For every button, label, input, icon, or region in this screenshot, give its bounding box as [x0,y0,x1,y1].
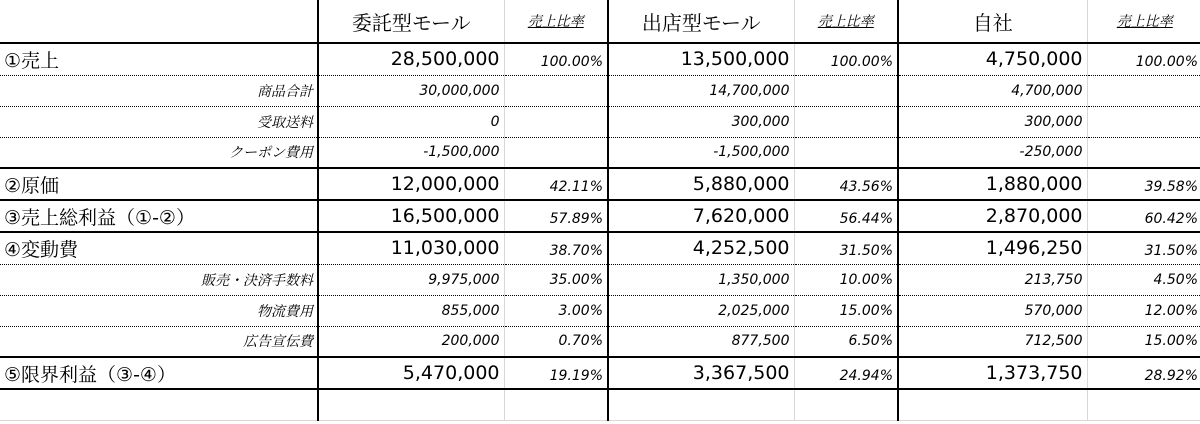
table-row-advertising-cost [0,326,1200,357]
ratio-cell[interactable]: 0.70% [504,326,608,357]
table-row-coupon-cost [0,137,1200,168]
ratio-cell[interactable]: 38.70% [504,232,608,264]
value-cell[interactable]: 213,750 [898,264,1087,295]
empty-cell[interactable] [898,389,1087,420]
row-label[interactable]: 商品合計 [0,75,318,106]
value-cell[interactable]: 4,252,500 [608,232,794,264]
table-row-logistics-cost [0,295,1200,326]
value-cell[interactable]: 5,880,000 [608,168,794,200]
table-row-empty [0,389,1200,420]
ratio-cell[interactable]: 6.50% [794,326,898,357]
empty-cell[interactable] [794,389,898,420]
ratio-cell[interactable]: 31.50% [794,232,898,264]
row-label[interactable]: ③売上総利益（①-②） [0,200,318,232]
ratio-cell[interactable]: 12.00% [1087,295,1200,326]
ratio-cell[interactable]: 56.44% [794,200,898,232]
ratio-cell[interactable] [504,106,608,137]
ratio-cell[interactable]: 60.42% [1087,200,1200,232]
row-label[interactable]: 販売・決済手数料 [0,264,318,295]
ratio-cell[interactable]: 100.00% [1087,43,1200,75]
ratio-cell[interactable] [1087,137,1200,168]
ratio-cell[interactable] [1087,75,1200,106]
table-row-marginal-profit [0,357,1200,389]
ratio-cell[interactable]: 15.00% [1087,326,1200,357]
value-cell[interactable]: 300,000 [608,106,794,137]
ratio-cell[interactable]: 24.94% [794,357,898,389]
value-cell[interactable]: 855,000 [318,295,504,326]
table-row-variable-cost [0,232,1200,264]
ratio-cell[interactable]: 4.50% [1087,264,1200,295]
value-cell[interactable]: 13,500,000 [608,43,794,75]
ratio-cell[interactable]: 3.00% [504,295,608,326]
ratio-cell[interactable]: 100.00% [504,43,608,75]
value-cell[interactable]: 4,750,000 [898,43,1087,75]
value-cell[interactable]: 4,700,000 [898,75,1087,106]
ratio-cell[interactable]: 57.89% [504,200,608,232]
value-cell[interactable]: 9,975,000 [318,264,504,295]
header-own-company[interactable]: 自社 [898,0,1087,43]
value-cell[interactable]: 570,000 [898,295,1087,326]
ratio-cell[interactable] [794,106,898,137]
header-label-cell[interactable] [0,0,318,43]
value-cell[interactable]: -1,500,000 [608,137,794,168]
ratio-cell[interactable]: 31.50% [1087,232,1200,264]
value-cell[interactable]: 11,030,000 [318,232,504,264]
value-cell[interactable]: 12,000,000 [318,168,504,200]
ratio-cell[interactable] [794,137,898,168]
value-cell[interactable]: -1,500,000 [318,137,504,168]
ratio-cell[interactable]: 10.00% [794,264,898,295]
empty-cell[interactable] [318,389,504,420]
ratio-cell[interactable]: 35.00% [504,264,608,295]
ratio-cell[interactable] [504,75,608,106]
header-consignment-mall[interactable]: 委託型モール [318,0,504,43]
header-ratio-1[interactable]: 売上比率 [504,0,608,43]
ratio-cell[interactable]: 100.00% [794,43,898,75]
value-cell[interactable]: 1,373,750 [898,357,1087,389]
row-label[interactable]: 受取送料 [0,106,318,137]
empty-cell[interactable] [1087,389,1200,420]
ratio-cell[interactable]: 19.19% [504,357,608,389]
value-cell[interactable]: 28,500,000 [318,43,504,75]
empty-cell[interactable] [608,389,794,420]
value-cell[interactable]: 0 [318,106,504,137]
table-row-gross-profit [0,200,1200,232]
value-cell[interactable]: 1,350,000 [608,264,794,295]
row-label[interactable]: 広告宣伝費 [0,326,318,357]
row-label[interactable]: ①売上 [0,43,318,75]
row-label[interactable]: 物流費用 [0,295,318,326]
value-cell[interactable]: 14,700,000 [608,75,794,106]
value-cell[interactable]: 16,500,000 [318,200,504,232]
empty-cell[interactable] [0,389,318,420]
ratio-cell[interactable] [504,137,608,168]
value-cell[interactable]: 2,025,000 [608,295,794,326]
row-label[interactable]: ⑤限界利益（③-④） [0,357,318,389]
value-cell[interactable]: 877,500 [608,326,794,357]
value-cell[interactable]: 712,500 [898,326,1087,357]
header-row [0,0,1200,43]
value-cell[interactable]: -250,000 [898,137,1087,168]
empty-cell[interactable] [504,389,608,420]
value-cell[interactable]: 300,000 [898,106,1087,137]
value-cell[interactable]: 7,620,000 [608,200,794,232]
value-cell[interactable]: 3,367,500 [608,357,794,389]
table-row-sales-payment-fee [0,264,1200,295]
ratio-cell[interactable]: 39.58% [1087,168,1200,200]
ratio-cell[interactable]: 15.00% [794,295,898,326]
table-row-cost [0,168,1200,200]
header-tenant-mall[interactable]: 出店型モール [608,0,794,43]
value-cell[interactable]: 200,000 [318,326,504,357]
table-row-sales [0,43,1200,75]
table-row-product-total [0,75,1200,106]
ratio-cell[interactable] [794,75,898,106]
ratio-cell[interactable]: 28.92% [1087,357,1200,389]
value-cell[interactable]: 30,000,000 [318,75,504,106]
header-ratio-3[interactable]: 売上比率 [1087,0,1200,43]
ratio-cell[interactable] [1087,106,1200,137]
value-cell[interactable]: 5,470,000 [318,357,504,389]
header-ratio-2[interactable]: 売上比率 [794,0,898,43]
value-cell[interactable]: 1,496,250 [898,232,1087,264]
row-label[interactable]: ②原価 [0,168,318,200]
ratio-cell[interactable]: 43.56% [794,168,898,200]
row-label[interactable]: ④変動費 [0,232,318,264]
table-row-shipping-received [0,106,1200,137]
ratio-cell[interactable]: 42.11% [504,168,608,200]
row-label[interactable]: クーポン費用 [0,137,318,168]
value-cell[interactable]: 1,880,000 [898,168,1087,200]
value-cell[interactable]: 2,870,000 [898,200,1087,232]
